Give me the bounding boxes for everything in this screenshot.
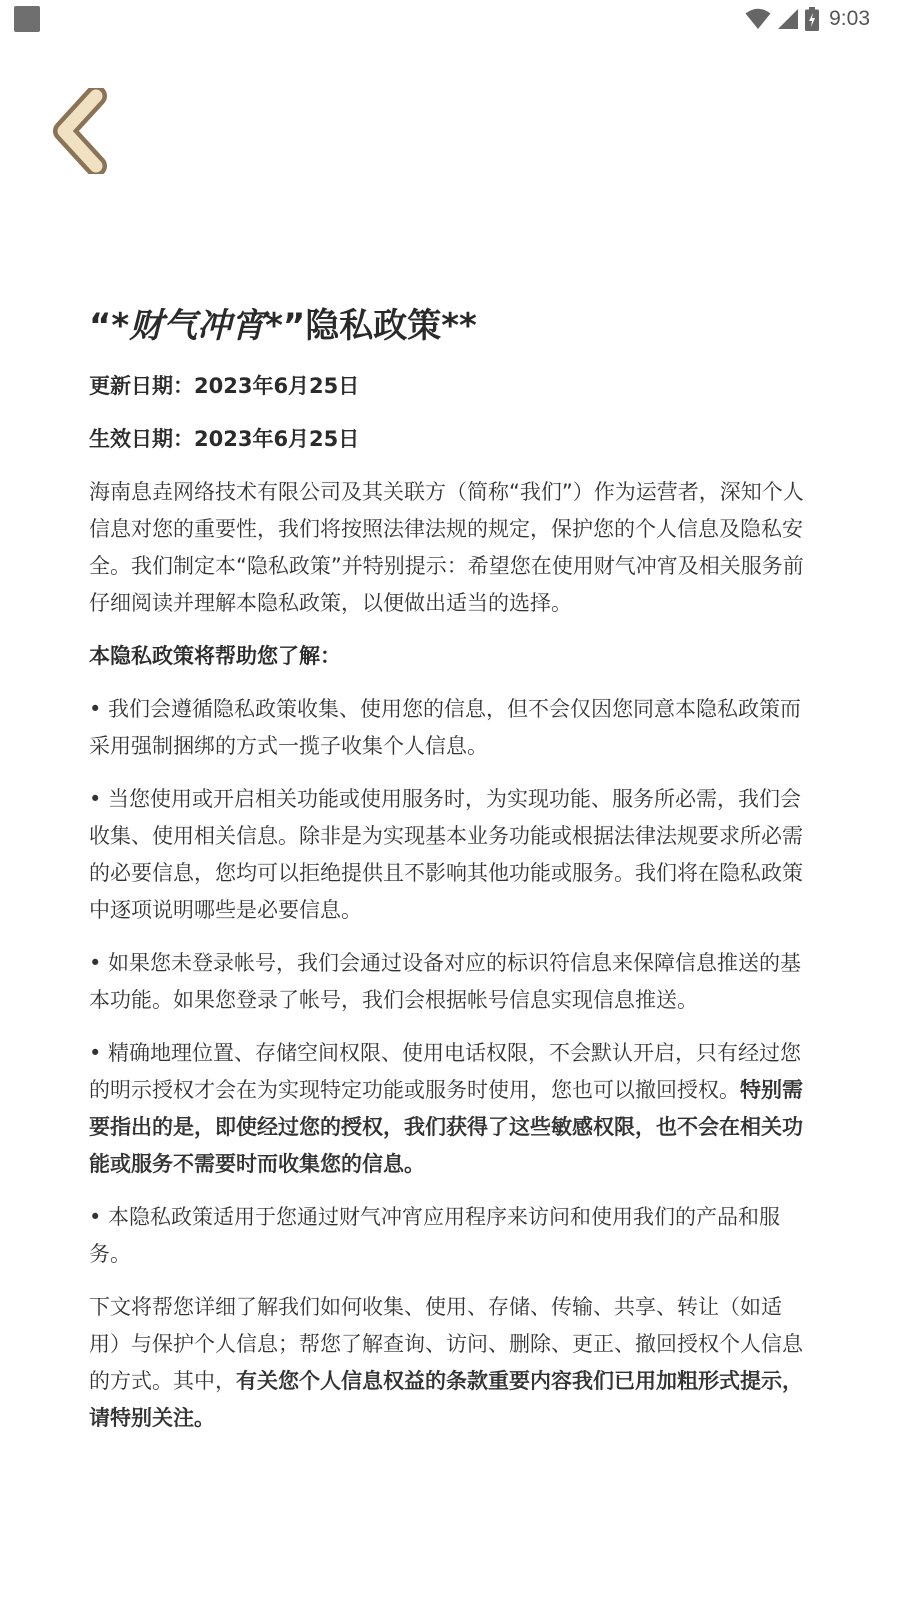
bullet-item-3: • 如果您未登录帐号，我们会通过设备对应的标识符信息来保障信息推送的基本功能。如果您登录了帐号，我们会根据帐号信息实现信息推送。 <box>89 951 802 1012</box>
bullet-item-1: • 我们会遵循隐私政策收集、使用您的信息，但不会仅因您同意本隐私政策而采用强制捆绑的方式一揽子收集个人信息。 <box>89 697 802 758</box>
outro-bold-text: 有关您个人信息权益的条款重要内容我们已用加粗形式提示，请特别关注。 <box>89 1369 803 1430</box>
outro-paragraph <box>89 1289 805 1437</box>
status-icons <box>745 4 870 34</box>
bullet-4-bold-text: 特别需要指出的是，即使经过您的授权，我们获得了这些敏感权限，也不会在相关功能或服务不需要时而收集您的信息。 <box>89 1078 803 1176</box>
notification-square-icon <box>14 6 40 32</box>
effective-date: 生效日期：2023年6月25日 <box>89 427 360 451</box>
update-date: 更新日期：2023年6月25日 <box>89 374 360 398</box>
wifi-icon <box>745 8 771 30</box>
title-prefix: “* <box>89 306 130 346</box>
back-button[interactable] <box>52 88 116 174</box>
bullet-4-text: • 精确地理位置、存储空间权限、使用电话权限，不会默认开启，只有经过您的明示授权才会在为实现特定功能或服务时使用，您也可以撤回授权。 <box>89 1041 802 1102</box>
intro-paragraph: 海南息垚网络技术有限公司及其关联方（简称“我们”）作为运营者，深知个人信息对您的重要性，我们将按照法律法规的规定，保护您的个人信息及隐私安全。我们制定本“隐私政策”并特别提示：希望您在使用财气冲宵及相关服务前仔细阅读并理解本隐私政策，以便做出适当的选择。 <box>89 480 804 615</box>
help-heading: 本隐私政策将帮助您了解： <box>89 644 341 668</box>
page-title <box>89 300 805 352</box>
bullet-item-5: • 本隐私政策适用于您通过财气冲宵应用程序来访问和使用我们的产品和服务。 <box>89 1205 781 1266</box>
bullet-item-4 <box>89 1035 805 1183</box>
battery-charging-icon <box>805 7 819 31</box>
signal-icon <box>777 8 799 30</box>
policy-content <box>89 300 805 1437</box>
outro-text: 下文将帮您详细了解我们如何收集、使用、存储、传输、共享、转让（如适用）与保护个人信息；帮您了解查询、访问、删除、更正、撤回授权个人信息的方式。其中， <box>89 1295 803 1393</box>
title-app-name: 财气冲宵* <box>129 306 283 346</box>
bullet-item-2: • 当您使用或开启相关功能或使用服务时，为实现功能、服务所必需，我们会收集、使用相关信息。除非是为实现基本业务功能或根据法律法规要求所必需的必要信息，您均可以拒绝提供且不影响其他功能或服务。我们将在隐私政策中逐项说明哪些是必要信息。 <box>89 787 803 922</box>
status-bar <box>0 0 900 38</box>
chevron-left-icon <box>52 88 116 174</box>
status-time: 9:03 <box>829 7 870 30</box>
title-suffix: ”隐私政策** <box>282 306 477 346</box>
